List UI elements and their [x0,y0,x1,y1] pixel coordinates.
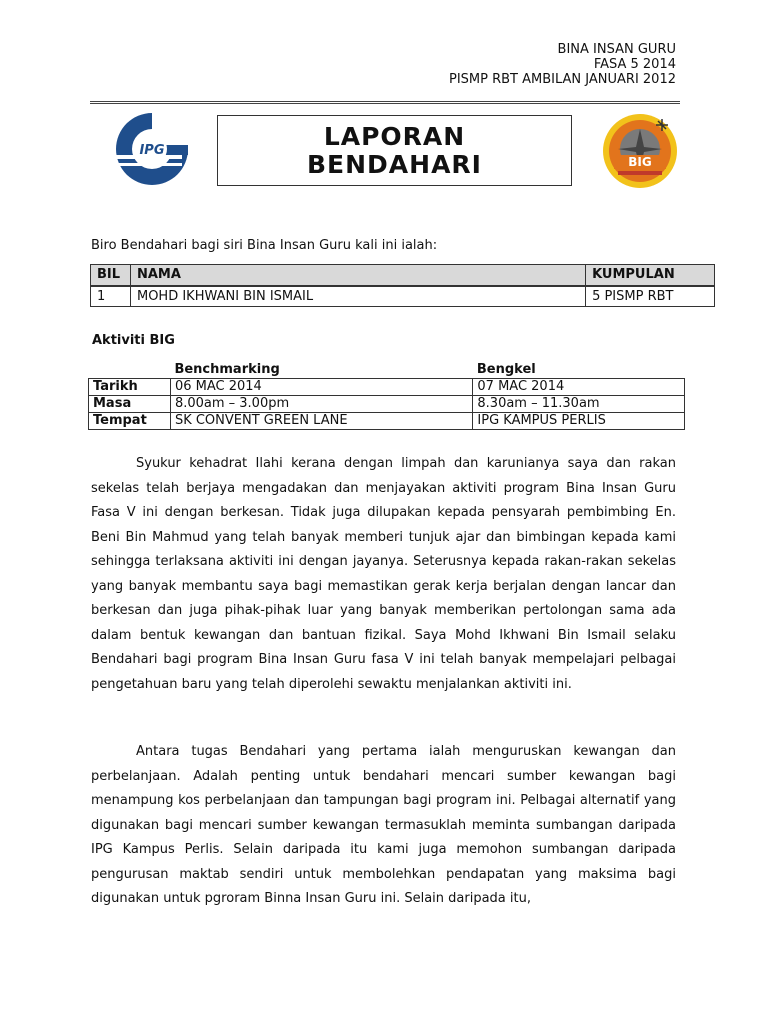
cell-nama: MOHD IKHWANI BIN ISMAIL [130,286,585,307]
cell-masa-bengkel: 8.30am – 11.30am [473,395,685,412]
table-row [91,286,715,307]
report-title-box [217,115,572,186]
cell-kumpulan: 5 PISMP RBT [586,286,715,307]
cell-masa-benchmarking: 8.00am – 3.00pm [170,395,472,412]
header-info [449,42,676,87]
cell-tarikh-benchmarking: 06 MAC 2014 [170,378,472,395]
header-cell-blank [89,361,171,378]
header-line-2: FASA 5 2014 [593,57,676,72]
table-row [89,378,685,395]
table-row [89,395,685,412]
cell-bil: 1 [91,286,131,307]
report-title-line-1: LAPORAN [323,121,466,151]
header-line-3: PISMP RBT AMBILAN JANUARI 2012 [448,72,676,87]
treasurer-table [90,264,715,307]
row-label-masa: Masa [89,395,171,412]
treasurer-table-header [91,265,715,286]
header-cell-benchmarking: Benchmarking [170,361,472,378]
activity-table [88,361,685,430]
table-row [89,412,685,429]
body-paragraph-1: Syukur kehadrat Ilahi kerana dengan limpah dan karunianya saya dan rakan sekelas telah berjaya mengadakan dan menjayakan aktiviti program Bina Insan Guru Fasa V ini dengan berkesan. Tidak juga dilupakan kepada pensyarah pembimbing En. Beni Bin Mahmud yang telah banyak memberi tunjuk ajar dan bimbingan kepada kami sehingga terlaksana aktiviti ini dengan jayanya. Seterusnya kepada rakan-rakan sekelas yang banyak membantu saya bagi memastikan gerak kerja berjalan dengan lancar dan berkesan dan juga pihak-pihak luar yang banyak memberikan pertolongan sama ada dalam bentuk kewangan dan bantuan fizikal. Saya Mohd Ikhwani Bin Ismail selaku Bendahari bagi program Bina Insan Guru fasa V ini telah banyak mempelajari pelbagai pengetahuan baru yang telah diperolehi sewaktu menjalankan aktiviti ini. [91,456,676,692]
activity-table-header [89,361,685,378]
cell-tempat-benchmarking: SK CONVENT GREEN LANE [170,412,472,429]
cell-tarikh-bengkel: 07 MAC 2014 [473,378,685,395]
header-line-1: BINA INSAN GURU [557,42,676,57]
header-divider [90,101,680,104]
header-cell-nama: NAMA [130,265,585,286]
cell-tempat-bengkel: IPG KAMPUS PERLIS [473,412,685,429]
ipg-logo-text: IPG [139,143,165,158]
header-cell-kumpulan: KUMPULAN [586,265,715,286]
header-cell-bil: BIL [91,265,131,286]
row-label-tarikh: Tarikh [89,378,171,395]
header-cell-bengkel: Bengkel [473,361,685,378]
big-logo [600,111,680,191]
body-paragraph-2: Antara tugas Bendahari yang pertama ialah menguruskan kewangan dan perbelanjaan. Adalah penting untuk bendahari mencari sumber kewangan bagi menampung kos perbelanjaan dan tampungan bagi program ini. Pelbagai alternatif yang digunakan bagi mencari sumber kewangan termasuklah meminta sumbangan daripada IPG Kampus Perlis. Selain daripada itu kami juga memohon sumbangan daripada pengurusan maktab sendiri untuk membolehkan pendapatan yang maksima bagi digunakan untuk pgroram Binna Insan Guru ini. Selain daripada itu, [91,744,676,906]
ipg-logo [112,109,192,189]
big-logo-text: BIG [628,155,652,169]
report-title-line-2: BENDAHARI [307,149,482,179]
activity-section-title: Aktiviti BIG [92,333,175,348]
row-label-tempat: Tempat [89,412,171,429]
intro-text: Biro Bendahari bagi siri Bina Insan Guru kali ini ialah: [91,238,438,253]
